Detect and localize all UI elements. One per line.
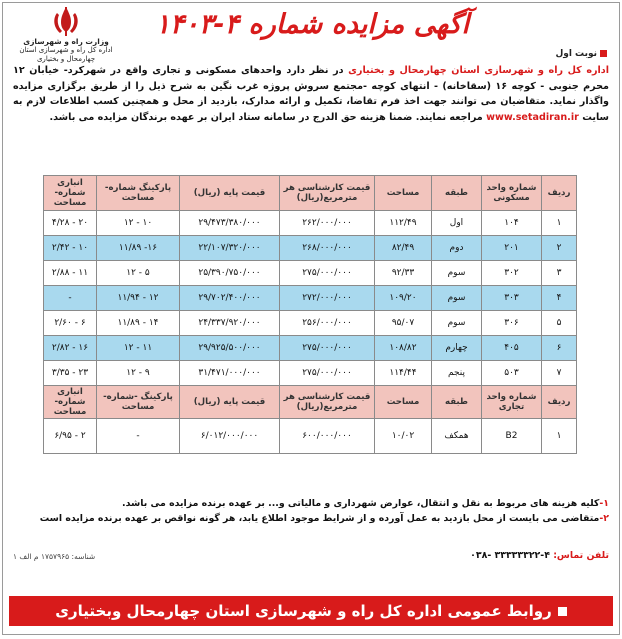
table-cell: همکف bbox=[432, 419, 482, 454]
header-cell: پارکینگ -شماره-مساحت bbox=[97, 386, 180, 419]
table-cell: ۱۱ - ۱۲ bbox=[97, 336, 180, 361]
table-row bbox=[44, 336, 577, 361]
table-cell: - bbox=[44, 286, 97, 311]
table-cell: ۸۲/۴۹ bbox=[375, 236, 432, 261]
table-cell: ۱ bbox=[542, 211, 577, 236]
intro-paragraph bbox=[13, 63, 609, 125]
table-cell: ۱۶ - ۲/۸۲ bbox=[44, 336, 97, 361]
table-row bbox=[44, 286, 577, 311]
header-cell: مساحت bbox=[375, 176, 432, 211]
table-cell: چهارم bbox=[432, 336, 482, 361]
table-cell: ۴ bbox=[542, 286, 577, 311]
note-number: ۱- bbox=[599, 498, 609, 509]
contact-phone bbox=[470, 550, 609, 561]
table-cell: ۳۰۲ bbox=[482, 261, 542, 286]
table-cell: ۱۰/۰۲ bbox=[375, 419, 432, 454]
table-cell: ۳۰۳ bbox=[482, 286, 542, 311]
footer-text: روابط عمومی اداره کل راه و شهرسازی استان چهارمحال وبختیاری bbox=[55, 602, 552, 620]
table-row bbox=[44, 261, 577, 286]
footer-banner bbox=[9, 596, 613, 626]
table-cell: ۲۷۵/۰۰۰/۰۰۰ bbox=[280, 336, 375, 361]
table-cell: ۱۱۴/۴۴ bbox=[375, 361, 432, 386]
table-cell: ۳۱/۴۷۱/۰۰۰/۰۰۰ bbox=[180, 361, 280, 386]
table-cell: ۱۰۹/۲۰ bbox=[375, 286, 432, 311]
table-cell: ۶ bbox=[542, 336, 577, 361]
intro-body-2: مراجعه نمایند. ضمنا هزینه حق الدرج در سامانه ستاد ایران بر عهده برندگان مزایده می باشد. bbox=[49, 111, 487, 123]
header-cell: قیمت کارشناسی هر مترمربع(ریال) bbox=[280, 176, 375, 211]
units-table bbox=[43, 175, 577, 454]
table-cell: ۱۲ - ۱۱/۹۴ bbox=[97, 286, 180, 311]
table-cell: ۲۶۲/۰۰۰/۰۰۰ bbox=[280, 211, 375, 236]
header-cell: قیمت پایه (ریال) bbox=[180, 176, 280, 211]
table-row bbox=[44, 361, 577, 386]
note-item bbox=[13, 496, 609, 511]
advertisement-page bbox=[2, 2, 620, 635]
table-cell: ۲ - ۶/۹۵ bbox=[44, 419, 97, 454]
header-cell: طبقه bbox=[432, 386, 482, 419]
table-cell: - bbox=[97, 419, 180, 454]
table-cell: اول bbox=[432, 211, 482, 236]
logo-line-2: اداره کل راه و شهرسازی استان bbox=[19, 46, 113, 54]
page-title: آگهی مزایده شماره ۴-۱۴۰۳ bbox=[155, 9, 469, 40]
table-cell: دوم bbox=[432, 236, 482, 261]
table-cell: ۴۰۵ bbox=[482, 336, 542, 361]
table-cell: ۲۶۸/۰۰۰/۰۰۰ bbox=[280, 236, 375, 261]
table-cell: ۷ bbox=[542, 361, 577, 386]
table-cell: ۹ - ۱۲ bbox=[97, 361, 180, 386]
table-cell: ۱۰۸/۸۲ bbox=[375, 336, 432, 361]
table-cell: پنجم bbox=[432, 361, 482, 386]
table-cell: B2 bbox=[482, 419, 542, 454]
table-row bbox=[44, 236, 577, 261]
table-cell: ۲۹/۹۲۵/۵۰۰/۰۰۰ bbox=[180, 336, 280, 361]
table-cell: ۵ - ۱۲ bbox=[97, 261, 180, 286]
table-cell: ۲۹/۷۰۲/۴۰۰/۰۰۰ bbox=[180, 286, 280, 311]
square-bullet-icon bbox=[600, 50, 607, 57]
header-cell: مساحت bbox=[375, 386, 432, 419]
table-cell: ۲۴/۳۳۷/۹۲۰/۰۰۰ bbox=[180, 311, 280, 336]
table-cell: ۹۵/۰۷ bbox=[375, 311, 432, 336]
website-link[interactable]: www.setadiran.ir bbox=[486, 111, 579, 123]
intro-body-1: در نظر دارد واحدهای مسکونی و تجاری واقع در شهرکرد- خیابان ۱۲ محرم جنوبی - کوچه ۱۶ (سقاخانه) - انتهای کوچه -مجتمع سروش پروژه غرب نگین به شرح ذیل را از طریق برگزاری مزایده واگذار نماید. متقاضیان می توانند جهت اخذ فرم تقاضا، تکمیل و ارائه مدارک، بازدید از محل و همچنین کسب اطلاعات لازم به سایت bbox=[13, 65, 609, 123]
header-cell: قیمت پایه (ریال) bbox=[180, 386, 280, 419]
table-cell: ۲ bbox=[542, 236, 577, 261]
table-cell: ۱۰۴ bbox=[482, 211, 542, 236]
header-cell: طبقه bbox=[432, 176, 482, 211]
table-cell: سوم bbox=[432, 311, 482, 336]
iran-emblem-icon bbox=[49, 5, 83, 37]
table-cell: سوم bbox=[432, 286, 482, 311]
intro-lead: اداره کل راه و شهرسازی استان چهارمحال و بختیاری bbox=[348, 65, 610, 76]
notes-list bbox=[13, 496, 609, 526]
table-cell: ۶/۰۱۲/۰۰۰/۰۰۰ bbox=[180, 419, 280, 454]
table-cell: ۲۵۶/۰۰۰/۰۰۰ bbox=[280, 311, 375, 336]
table-cell: ۲۰۱ bbox=[482, 236, 542, 261]
table-cell: ۲۷۵/۰۰۰/۰۰۰ bbox=[280, 361, 375, 386]
table-cell: ۱۰ - ۲/۴۲ bbox=[44, 236, 97, 261]
note-text: متقاضی می بایست از محل بازدید به عمل آورده و از شرایط موجود اطلاع یابد، هر گونه نواقص بر عهده برنده مزایده است bbox=[39, 513, 600, 524]
note-item bbox=[13, 511, 609, 526]
header-cell: انباری شماره-مساحت bbox=[44, 176, 97, 211]
table-cell: ۱ bbox=[542, 419, 577, 454]
table-cell: ۲۷۲/۰۰۰/۰۰۰ bbox=[280, 286, 375, 311]
table-row bbox=[44, 211, 577, 236]
table-cell: ۱۱ - ۲/۸۸ bbox=[44, 261, 97, 286]
header-cell: شماره واحد مسکونی bbox=[482, 176, 542, 211]
table-cell: ۶۰۰/۰۰۰/۰۰۰ bbox=[280, 419, 375, 454]
table-cell: ۳ bbox=[542, 261, 577, 286]
table-cell: ۲۷۵/۰۰۰/۰۰۰ bbox=[280, 261, 375, 286]
table-cell: ۲۹/۴۷۳/۳۸۰/۰۰۰ bbox=[180, 211, 280, 236]
header-cell: ردیف bbox=[542, 386, 577, 419]
table-cell: ۲۵/۳۹۰/۷۵۰/۰۰۰ bbox=[180, 261, 280, 286]
ad-code: شناسه: ۱۷۵۷۹۶۵ م الف ۱ bbox=[13, 552, 96, 561]
header-cell: پارکینگ شماره-مساحت bbox=[97, 176, 180, 211]
logo-line-3: چهارمحال و بختیاری bbox=[36, 55, 96, 63]
table-header-row bbox=[44, 176, 577, 211]
contact-label: تلفن تماس: bbox=[553, 550, 609, 561]
header bbox=[3, 3, 619, 63]
table-cell: ۳۰۶ bbox=[482, 311, 542, 336]
table-cell: ۵ bbox=[542, 311, 577, 336]
note-text: کلیه هزینه های مربوط به نقل و انتقال، عوارض شهرداری و مالیاتی و... بر عهده برنده مزایده می باشد. bbox=[122, 498, 600, 509]
header-cell: ردیف bbox=[542, 176, 577, 211]
header-cell: شماره واحد تجاری bbox=[482, 386, 542, 419]
table-cell: ۱۱۲/۴۹ bbox=[375, 211, 432, 236]
table-cell: ۶ - ۲/۶۰ bbox=[44, 311, 97, 336]
commercial-header-row bbox=[44, 386, 577, 419]
round-text: نوبت اول bbox=[555, 49, 597, 59]
square-bullet-icon bbox=[558, 607, 567, 616]
table-cell: ۵۰۳ bbox=[482, 361, 542, 386]
contact-value: ۴-۳۳۳۳۳۳۲۲ -۰۳۸ bbox=[470, 550, 550, 561]
table-cell: ۱۰ - ۱۲ bbox=[97, 211, 180, 236]
note-number: ۲- bbox=[599, 513, 609, 524]
header-cell: انباری شماره-مساحت bbox=[44, 386, 97, 419]
round-label bbox=[555, 49, 607, 59]
table-cell: ۹۲/۳۳ bbox=[375, 261, 432, 286]
table-cell: ۱۶- ۱۱/۸۹ bbox=[97, 236, 180, 261]
table-cell: ۲۰ - ۴/۲۸ bbox=[44, 211, 97, 236]
logo-line-1: وزارت راه و شهرسازی bbox=[23, 37, 109, 46]
table-cell: ۲۳ - ۳/۳۵ bbox=[44, 361, 97, 386]
table-cell: ۲۲/۱۰۷/۳۲۰/۰۰۰ bbox=[180, 236, 280, 261]
table-cell: سوم bbox=[432, 261, 482, 286]
header-cell: قیمت کارشناسی هر مترمربع(ریال) bbox=[280, 386, 375, 419]
table-cell: ۱۴ - ۱۱/۸۹ bbox=[97, 311, 180, 336]
table-row bbox=[44, 419, 577, 454]
table-row bbox=[44, 311, 577, 336]
